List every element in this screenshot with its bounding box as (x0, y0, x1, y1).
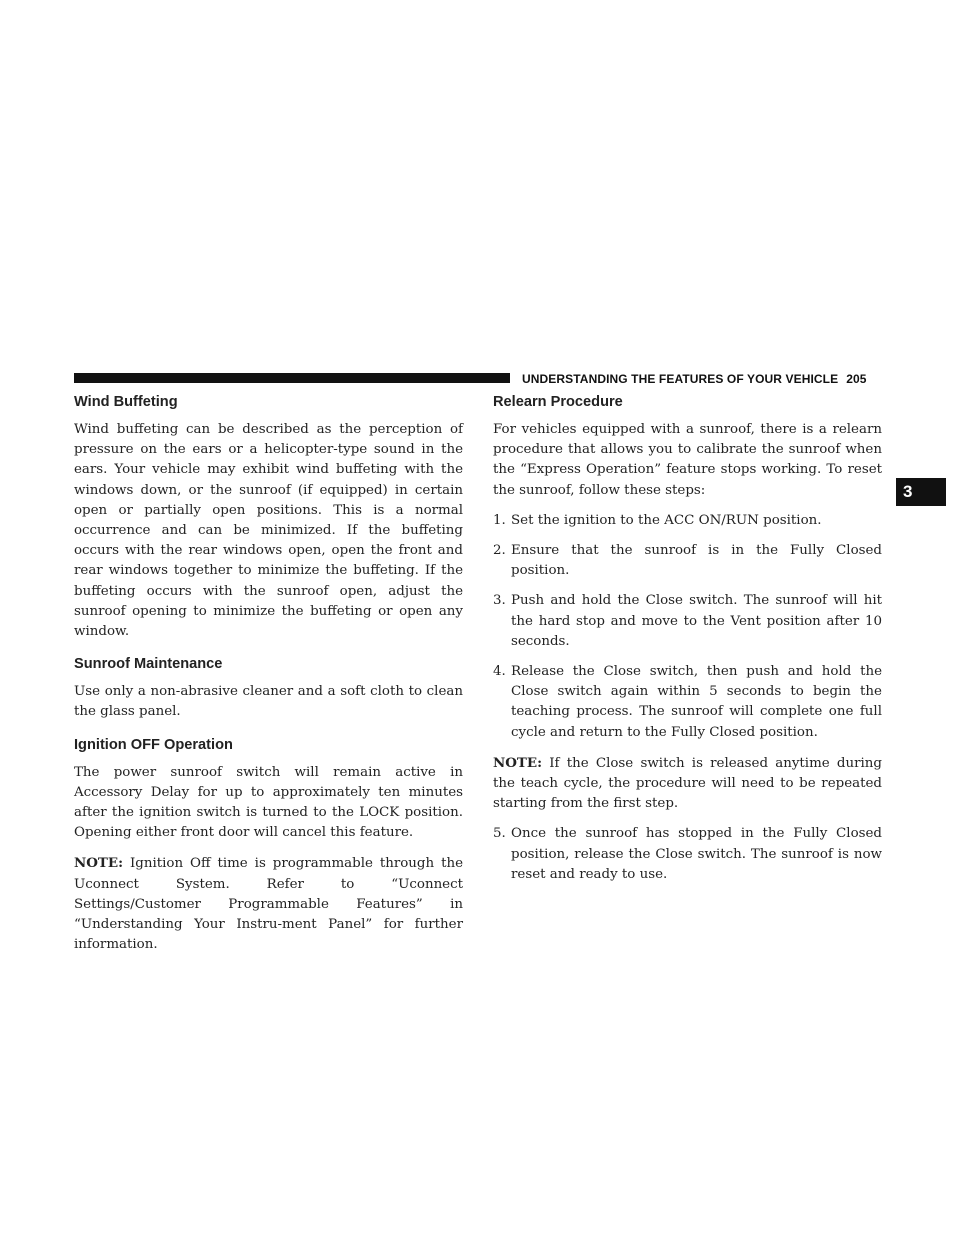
note-label: NOTE: (74, 855, 124, 872)
step-text: Set the ignition to the ACC ON/RUN position. (511, 512, 822, 528)
step-number: 1. (493, 512, 506, 528)
running-header (522, 370, 882, 388)
heading-relearn: Relearn Procedure (493, 394, 623, 410)
body-wind-buffeting: Wind buffeting can be described as the perception of pressure on the ears or a helicopter-type sound in the ears. Your vehicle may exhibit wind buffeting with the windows down, or the sunroof (if equipped) in certain open or partially open positions. This is a normal occurrence and can be minimized. If the buffeting occurs with the rear windows open, open the front and rear windows together to minimize the buffeting. If the buffeting occurs with the sunroof open, adjust the sunroof opening to minimize the buffeting or open any window. (74, 422, 463, 640)
step-text: Ensure that the sunroof is in the Fully Closed position. (511, 543, 882, 579)
note-text: Ignition Off time is programmable through the Uconnect System. Refer to “Uconnect Settings/Customer Programmable Features” in “Understanding Your Instru-ment Panel” for further information. (74, 856, 463, 953)
step-text: Push and hold the Close switch. The sunroof will hit the hard stop and move to the Vent position after 10 seconds. (511, 593, 882, 649)
relearn-steps (493, 511, 882, 743)
heading-sunroof-maintenance: Sunroof Maintenance (74, 656, 223, 673)
step-number: 5. (493, 826, 506, 842)
step-item (493, 591, 882, 652)
body-sunroof-maintenance: Use only a non-abrasive cleaner and a soft cloth to clean the glass panel. (74, 684, 463, 720)
relearn-final-step (493, 824, 882, 885)
header-title: UNDERSTANDING THE FEATURES OF YOUR VEHICLE (522, 372, 839, 386)
section-ignition-off (74, 735, 463, 956)
step-number: 4. (493, 664, 506, 680)
step-text: Once the sunroof has stopped in the Fully Closed position, release the Close switch. The sunroof is now reset and ready to use. (511, 826, 882, 882)
chapter-tab: 3 (896, 478, 946, 506)
step-number: 2. (493, 543, 506, 559)
step-item (493, 824, 882, 885)
step-item (493, 662, 882, 743)
step-item (493, 511, 882, 531)
header-rule (74, 373, 510, 383)
section-relearn (493, 392, 882, 885)
note-ignition-off (74, 853, 463, 955)
note-text: If the Close switch is released anytime during the teach cycle, the procedure will need to be repeated starting from the first step. (493, 755, 882, 812)
left-column (74, 392, 463, 967)
section-sunroof-maintenance (74, 654, 463, 722)
heading-wind-buffeting: Wind Buffeting (74, 394, 178, 410)
body-relearn-intro: For vehicles equipped with a sunroof, there is a relearn procedure that allows you to calibrate the sunroof when the “Express Operation” feature stops working. To reset the sunroof, follow these steps: (493, 422, 882, 498)
heading-ignition-off: Ignition OFF Operation (74, 736, 233, 753)
step-number: 3. (493, 593, 506, 609)
step-item (493, 541, 882, 581)
note-relearn (493, 753, 882, 815)
right-column (493, 392, 882, 897)
step-text: Release the Close switch, then push and hold the Close switch again within 5 seconds to begin the teaching process. The sunroof will complete one full cycle and return to the Fully Closed position. (511, 664, 882, 740)
note-label: NOTE: (493, 754, 543, 771)
body-ignition-off: The power sunroof switch will remain active in Accessory Delay for up to approximately ten minutes after the ignition switch is turned to the LOCK position. Opening either front door will cancel this feature. (74, 764, 463, 841)
page-number: 205 (846, 372, 867, 386)
section-wind-buffeting (74, 392, 463, 642)
